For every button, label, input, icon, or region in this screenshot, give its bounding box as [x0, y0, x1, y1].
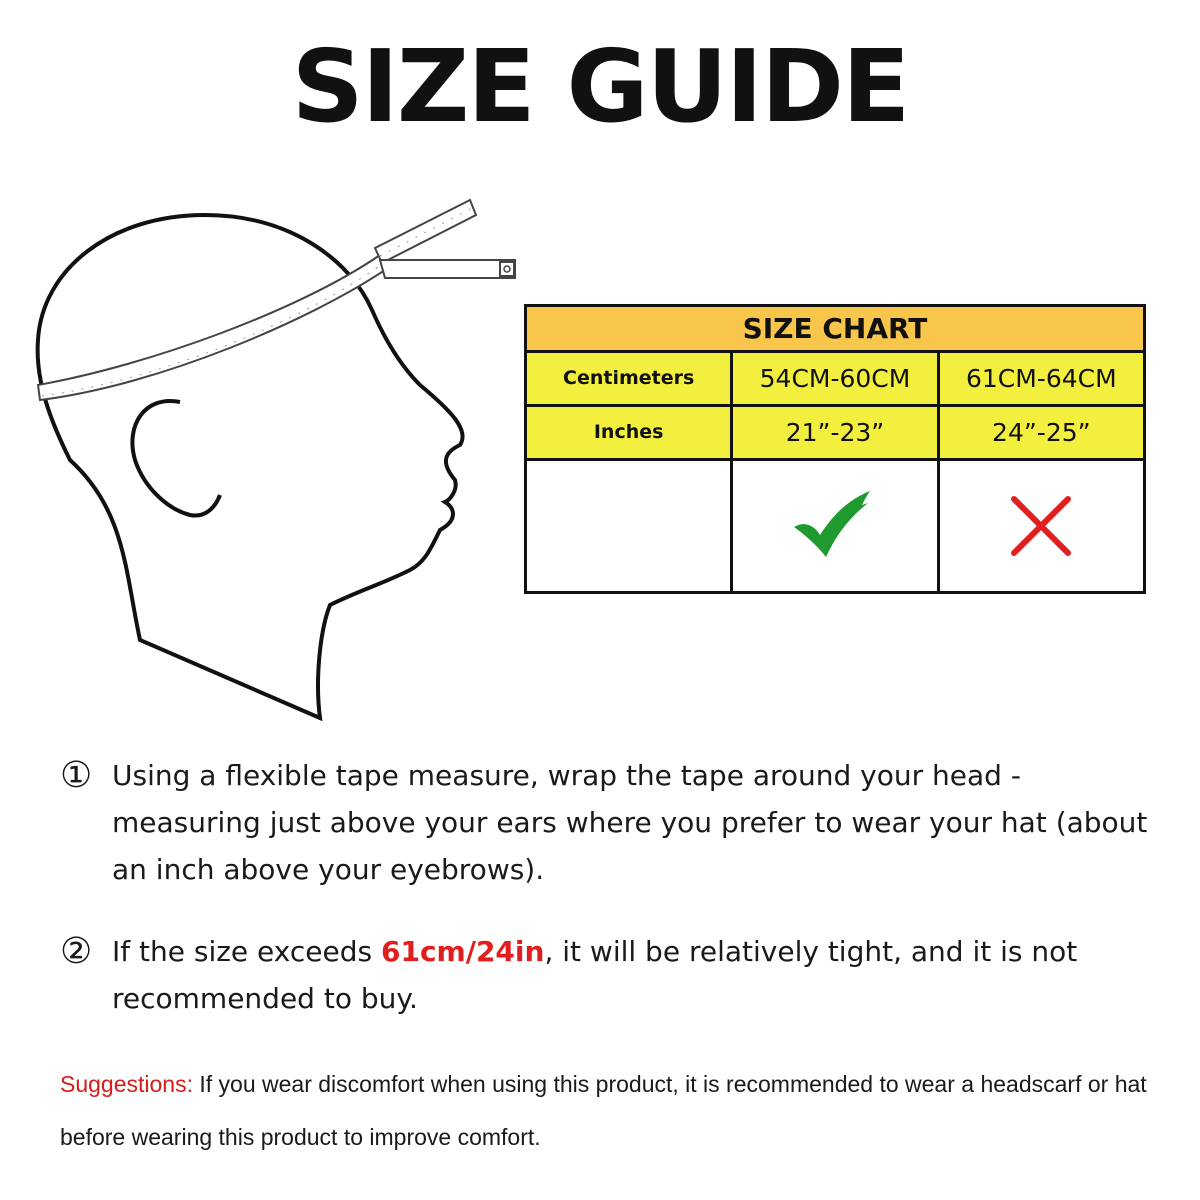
step-text-2-after: , it will be relatively tight, and it is not recommended to buy.	[112, 935, 1078, 1015]
size-chart-heading: SIZE CHART	[526, 306, 1145, 352]
step-text-2-before: If the size exceeds	[112, 935, 381, 968]
head-outline	[38, 215, 463, 718]
centimeters-range-fit: 54CM-60CM	[732, 351, 938, 405]
instruction-step-1	[60, 752, 1160, 893]
inches-range-too-large: 24”-25”	[938, 405, 1144, 459]
step-text-1: Using a flexible tape measure, wrap the tape around your head - measuring just above your ears where you prefer to wear your hat (about an inch above your eyebrows).	[112, 759, 1148, 886]
fit-cell	[732, 459, 938, 592]
empty-cell	[526, 459, 732, 592]
checkmark-icon	[790, 491, 880, 561]
page-title: SIZE GUIDE	[291, 28, 909, 145]
inches-label: Inches	[526, 405, 732, 459]
step-text-2	[112, 928, 1160, 1022]
head-measurement-illustration	[30, 190, 530, 730]
size-limit-highlight: 61cm/24in	[380, 935, 545, 968]
suggestion-note	[60, 1058, 1160, 1164]
suggestion-text: If you wear discomfort when using this product, it is recommended to wear a headscarf or hat before wearing this product to improve comfort.	[60, 1071, 1147, 1150]
inches-range-fit: 21”-23”	[732, 405, 938, 459]
tape-measure-icon	[38, 200, 515, 400]
not-fit-cell	[938, 459, 1144, 592]
size-chart-table	[524, 304, 1146, 594]
cross-icon	[1006, 491, 1076, 561]
suggestion-label: Suggestions:	[60, 1071, 193, 1097]
step-number-2: ②	[60, 931, 93, 972]
step-number-1: ①	[60, 755, 93, 796]
centimeters-label: Centimeters	[526, 351, 732, 405]
ear-outline	[132, 401, 220, 516]
instruction-step-2	[60, 928, 1160, 1022]
centimeters-range-too-large: 61CM-64CM	[938, 351, 1144, 405]
